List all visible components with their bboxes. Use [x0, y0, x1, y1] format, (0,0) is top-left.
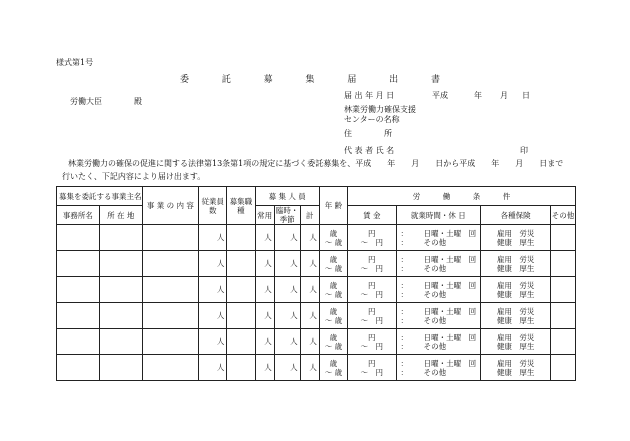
business-cell[interactable]: [142, 355, 198, 381]
person-unit: 人: [309, 311, 317, 320]
person-unit: 人: [290, 363, 298, 372]
temporary-cell[interactable]: [274, 251, 300, 277]
header-other: その他: [551, 206, 576, 225]
person-unit: 人: [264, 311, 272, 320]
age-bottom: ～ 歳: [324, 237, 343, 247]
age-top: 歳: [329, 332, 338, 342]
wage-top: 円: [368, 280, 376, 290]
age-top: 歳: [329, 280, 338, 290]
hours-bottom-left: ：: [400, 237, 409, 247]
age-cell[interactable]: [319, 303, 347, 329]
job-type-cell[interactable]: [227, 251, 255, 277]
other-cell[interactable]: [551, 225, 576, 251]
wage-top: 円: [368, 228, 376, 238]
location-cell[interactable]: [99, 303, 142, 329]
person-unit: 人: [216, 259, 225, 268]
total-cell[interactable]: [300, 277, 319, 303]
hours-cell[interactable]: [396, 251, 481, 277]
person-unit: 人: [290, 285, 298, 294]
header-location: 所 在 地: [99, 206, 142, 225]
person-unit: 人: [290, 337, 298, 346]
header-office-name: 事務所名: [57, 206, 100, 225]
wage-cell[interactable]: [348, 355, 397, 381]
temporary-cell[interactable]: [274, 329, 300, 355]
total-cell[interactable]: [300, 329, 319, 355]
header-recruits: 募 集 人 員: [255, 187, 319, 206]
business-cell[interactable]: [142, 225, 198, 251]
insurance-bottom: 健康 厚生: [496, 367, 535, 377]
table-row: [57, 251, 576, 277]
age-cell[interactable]: [319, 277, 347, 303]
age-top: 歳: [329, 358, 338, 368]
total-cell[interactable]: [300, 303, 319, 329]
wage-top: 円: [368, 358, 376, 368]
header-business: 事 業 の 内 容: [142, 187, 198, 225]
age-cell[interactable]: [319, 225, 347, 251]
hours-top-left: ：: [400, 332, 409, 342]
job-type-cell[interactable]: [227, 355, 255, 381]
insurance-top: 雇用 労災: [496, 306, 535, 316]
business-cell[interactable]: [142, 277, 198, 303]
age-bottom: ～ 歳: [324, 263, 343, 273]
age-top: 歳: [329, 228, 338, 238]
recruitment-table: [56, 186, 576, 381]
insurance-top: 雇用 労災: [496, 228, 535, 238]
person-unit: 人: [290, 259, 298, 268]
age-top: 歳: [329, 254, 338, 264]
age-bottom: ～ 歳: [324, 367, 343, 377]
header-labor-conditions: 労 働 条 件: [348, 187, 576, 206]
business-cell[interactable]: [142, 303, 198, 329]
employees-cell[interactable]: [199, 303, 227, 329]
other-cell[interactable]: [551, 303, 576, 329]
hours-top-left: ：: [400, 254, 409, 264]
insurance-top: 雇用 労災: [496, 358, 535, 368]
person-unit: 人: [309, 363, 317, 372]
header-employees: 従業員数: [199, 187, 227, 225]
person-unit: 人: [264, 363, 272, 372]
hours-cell[interactable]: [396, 225, 481, 251]
wage-top: 円: [368, 254, 376, 264]
insurance-cell[interactable]: [481, 251, 551, 277]
job-type-cell[interactable]: [227, 277, 255, 303]
wage-bottom: ～ 円: [360, 367, 384, 377]
regular-cell[interactable]: [255, 277, 274, 303]
temporary-cell[interactable]: [274, 225, 300, 251]
location-cell[interactable]: [99, 251, 142, 277]
header-job-type: 募集職種: [227, 187, 255, 225]
title-char: 託: [221, 75, 231, 85]
hours-cell[interactable]: [396, 355, 481, 381]
location-cell[interactable]: [99, 355, 142, 381]
age-cell[interactable]: [319, 355, 347, 381]
age-bottom: ～ 歳: [324, 341, 343, 351]
header-row-bottom: [57, 206, 576, 225]
submission-date-label: 届 出 年 月 日: [344, 91, 395, 100]
insurance-cell[interactable]: [481, 277, 551, 303]
title-char: 出: [389, 75, 399, 85]
hours-bottom-right: その他: [423, 315, 447, 325]
business-cell[interactable]: [142, 251, 198, 277]
insurance-cell[interactable]: [481, 303, 551, 329]
temporary-cell[interactable]: [274, 355, 300, 381]
office-name-cell[interactable]: [57, 329, 100, 355]
seal-mark: 印: [520, 146, 528, 155]
wage-cell[interactable]: [348, 303, 397, 329]
insurance-bottom: 健康 厚生: [496, 289, 535, 299]
statement-line2: 行いたく、下記内容により届け出ます。: [62, 172, 206, 181]
hours-bottom-left: ：: [400, 341, 409, 351]
title-char: 届: [347, 75, 357, 85]
regular-cell[interactable]: [255, 329, 274, 355]
wage-bottom: ～ 円: [360, 289, 384, 299]
table-row: [57, 329, 576, 355]
hours-top-right: 日曜・土曜 回: [423, 280, 477, 290]
wage-cell[interactable]: [348, 251, 397, 277]
wage-cell[interactable]: [348, 329, 397, 355]
insurance-cell[interactable]: [481, 225, 551, 251]
hours-bottom-right: その他: [423, 263, 447, 273]
table-row: [57, 303, 576, 329]
person-unit: 人: [216, 285, 225, 294]
header-temporary: 臨時・季節: [275, 206, 299, 224]
person-unit: 人: [290, 311, 298, 320]
insurance-cell[interactable]: [481, 355, 551, 381]
header-consignor: 募集を委託する事業主名: [57, 187, 143, 206]
title-char: 委: [180, 75, 190, 85]
address-label: 住 所: [344, 129, 392, 138]
wage-cell[interactable]: [348, 277, 397, 303]
location-cell[interactable]: [99, 277, 142, 303]
header-wage: 賃 金: [348, 206, 397, 225]
employees-cell[interactable]: [199, 277, 227, 303]
job-type-cell[interactable]: [227, 303, 255, 329]
age-cell[interactable]: [319, 251, 347, 277]
hours-bottom-right: その他: [423, 289, 447, 299]
office-name-cell[interactable]: [57, 225, 100, 251]
addressee-name: 労働大臣: [70, 97, 102, 106]
regular-cell[interactable]: [255, 225, 274, 251]
job-type-cell[interactable]: [227, 225, 255, 251]
addressee-suffix: 殿: [134, 97, 142, 106]
person-unit: 人: [264, 259, 272, 268]
location-cell[interactable]: [99, 329, 142, 355]
employees-cell[interactable]: [199, 355, 227, 381]
insurance-top: 雇用 労災: [496, 332, 535, 342]
title-char: 集: [305, 75, 315, 85]
hours-bottom-left: ：: [400, 315, 409, 325]
wage-cell[interactable]: [348, 225, 397, 251]
person-unit: 人: [216, 363, 225, 372]
header-hours: 就業時間・休 日: [396, 206, 481, 225]
person-unit: 人: [216, 311, 225, 320]
office-name-cell[interactable]: [57, 277, 100, 303]
insurance-cell[interactable]: [481, 329, 551, 355]
employees-cell[interactable]: [199, 225, 227, 251]
hours-top-left: ：: [400, 306, 409, 316]
hours-cell[interactable]: [396, 277, 481, 303]
employees-cell[interactable]: [199, 251, 227, 277]
insurance-bottom: 健康 厚生: [496, 315, 535, 325]
wage-bottom: ～ 円: [360, 341, 384, 351]
person-unit: 人: [216, 337, 225, 346]
insurance-bottom: 健康 厚生: [496, 237, 535, 247]
wage-top: 円: [368, 306, 376, 316]
statement-line1: 林業労働力の確保の促進に関する法律第13条第1項の規定に基づく委託募集を、平成 年 月 日から平成 年 月 日まで: [68, 159, 564, 168]
total-cell[interactable]: [300, 251, 319, 277]
hours-top-right: 日曜・土曜 回: [423, 332, 477, 342]
header-total: 計: [300, 206, 319, 225]
hours-top-right: 日曜・土曜 回: [423, 228, 477, 238]
center-name-line1: 林業労働力確保支援: [344, 105, 416, 114]
table-row: [57, 225, 576, 251]
other-cell[interactable]: [551, 355, 576, 381]
hours-top-right: 日曜・土曜 回: [423, 254, 477, 264]
header-regular: 常用: [255, 206, 274, 225]
hours-bottom-left: ：: [400, 289, 409, 299]
person-unit: 人: [309, 259, 317, 268]
age-cell[interactable]: [319, 329, 347, 355]
hours-top-right: 日曜・土曜 回: [423, 358, 477, 368]
person-unit: 人: [309, 337, 317, 346]
form-title: [180, 72, 440, 85]
hours-bottom-right: その他: [423, 341, 447, 351]
title-char: 書: [430, 75, 440, 85]
business-cell[interactable]: [142, 329, 198, 355]
hours-bottom-right: その他: [423, 367, 447, 377]
wage-top: 円: [368, 332, 376, 342]
hours-cell[interactable]: [396, 303, 481, 329]
representative-label: 代 表 者 氏 名: [344, 146, 395, 155]
hours-cell[interactable]: [396, 329, 481, 355]
hours-bottom-right: その他: [423, 237, 447, 247]
age-bottom: ～ 歳: [324, 289, 343, 299]
other-cell[interactable]: [551, 277, 576, 303]
header-age: 年 齢: [319, 187, 347, 225]
header-row-top: [57, 187, 576, 206]
insurance-bottom: 健康 厚生: [496, 263, 535, 273]
hours-top-right: 日曜・土曜 回: [423, 306, 477, 316]
age-top: 歳: [329, 306, 338, 316]
hours-bottom-left: ：: [400, 263, 409, 273]
total-cell[interactable]: [300, 225, 319, 251]
person-unit: 人: [309, 233, 317, 242]
submission-date-month: 月: [500, 91, 508, 100]
table-row: [57, 277, 576, 303]
temporary-cell[interactable]: [274, 303, 300, 329]
insurance-top: 雇用 労災: [496, 254, 535, 264]
person-unit: 人: [264, 285, 272, 294]
office-name-cell[interactable]: [57, 303, 100, 329]
insurance-bottom: 健康 厚生: [496, 341, 535, 351]
person-unit: 人: [309, 285, 317, 294]
age-bottom: ～ 歳: [324, 315, 343, 325]
job-type-cell[interactable]: [227, 329, 255, 355]
form-number: 様式第1号: [56, 58, 94, 67]
regular-cell[interactable]: [255, 355, 274, 381]
hours-bottom-left: ：: [400, 367, 409, 377]
employees-cell[interactable]: [199, 329, 227, 355]
other-cell[interactable]: [551, 329, 576, 355]
submission-date-year: 年: [474, 91, 482, 100]
office-name-cell[interactable]: [57, 355, 100, 381]
total-cell[interactable]: [300, 355, 319, 381]
center-name-line2: センターの名称: [344, 115, 400, 124]
location-cell[interactable]: [99, 225, 142, 251]
person-unit: 人: [264, 337, 272, 346]
office-name-cell[interactable]: [57, 251, 100, 277]
wage-bottom: ～ 円: [360, 263, 384, 273]
title-char: 募: [263, 75, 273, 85]
temporary-cell[interactable]: [274, 277, 300, 303]
person-unit: 人: [216, 233, 225, 242]
insurance-top: 雇用 労災: [496, 280, 535, 290]
header-insurance: 各種保険: [481, 206, 551, 225]
wage-bottom: ～ 円: [360, 315, 384, 325]
other-cell[interactable]: [551, 251, 576, 277]
submission-date-era: 平成: [432, 91, 448, 100]
regular-cell[interactable]: [255, 303, 274, 329]
person-unit: 人: [264, 233, 272, 242]
hours-top-left: ：: [400, 280, 409, 290]
wage-bottom: ～ 円: [360, 237, 384, 247]
hours-top-left: ：: [400, 358, 409, 368]
person-unit: 人: [290, 233, 298, 242]
hours-top-left: ：: [400, 228, 409, 238]
regular-cell[interactable]: [255, 251, 274, 277]
table-row: [57, 355, 576, 381]
submission-date-day: 日: [522, 91, 530, 100]
